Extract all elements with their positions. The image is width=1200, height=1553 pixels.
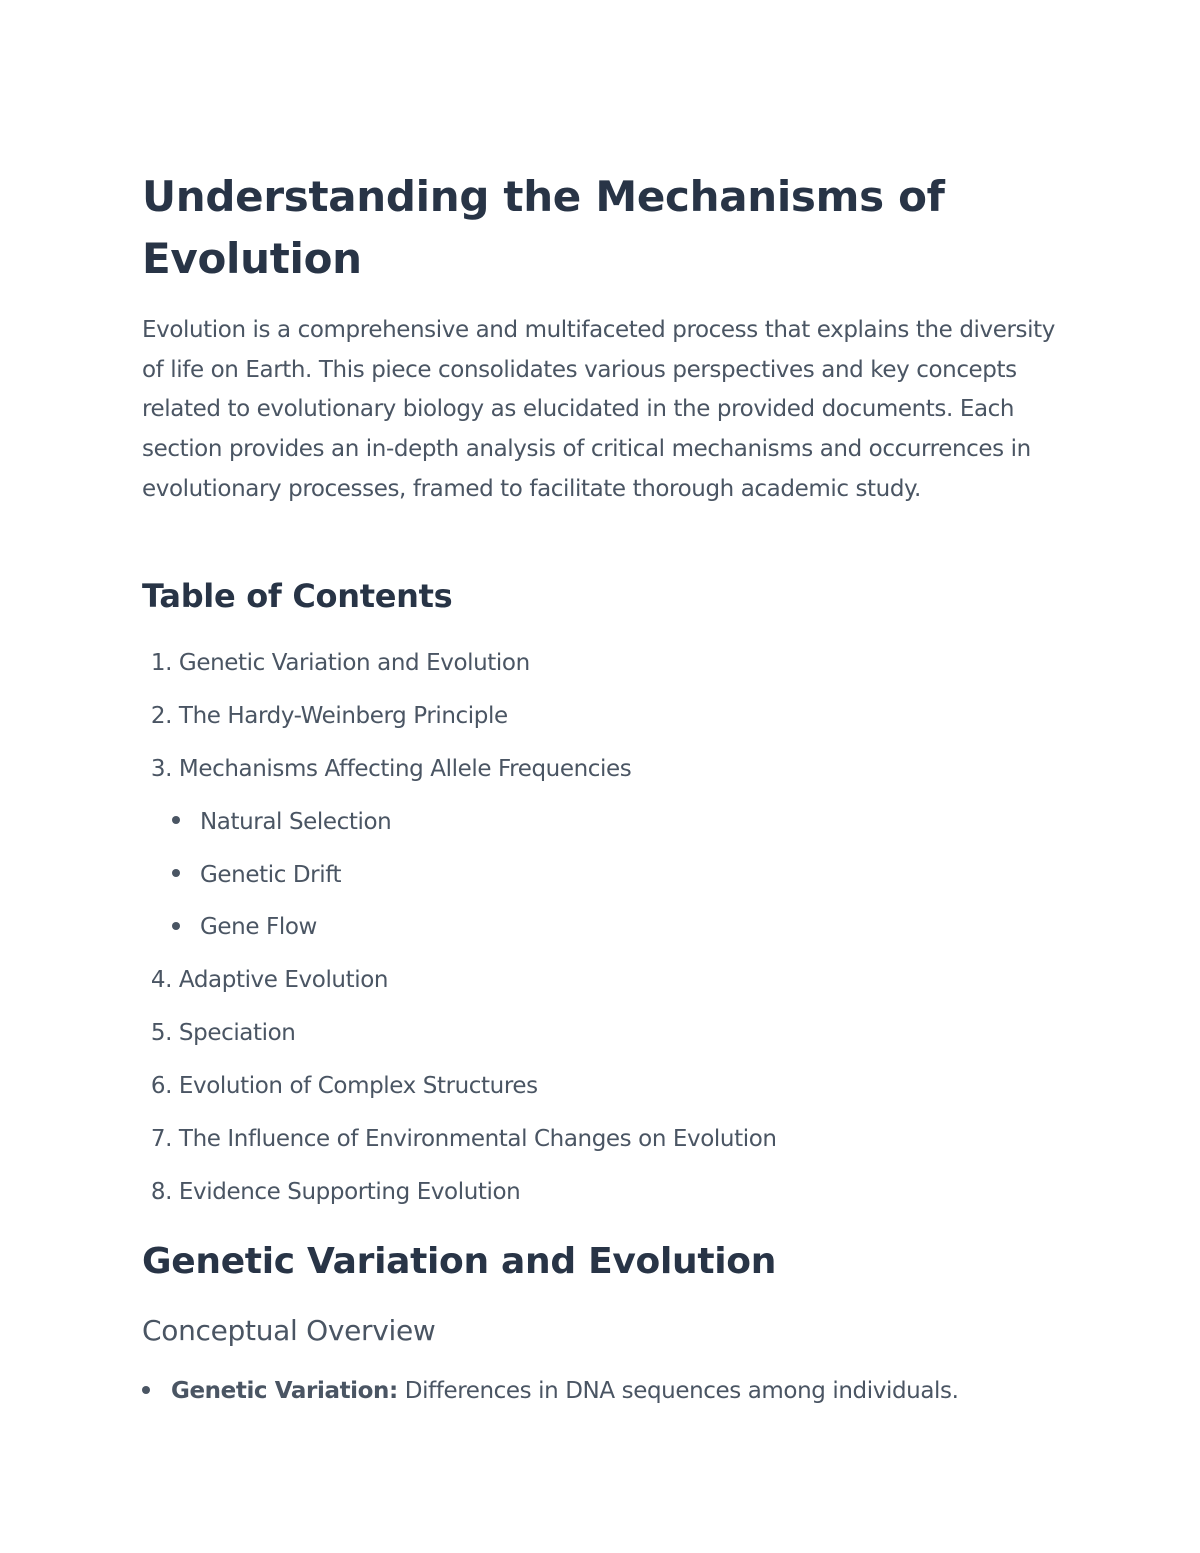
toc-item[interactable] xyxy=(142,1068,1042,1121)
toc-item-label: Mechanisms Affecting Allele Frequencies xyxy=(178,755,632,782)
toc-item-number: 2. xyxy=(150,702,172,729)
toc-item-number: 6. xyxy=(150,1073,172,1100)
toc-subitem-label: Natural Selection xyxy=(200,808,392,835)
toc-item[interactable] xyxy=(142,1015,1042,1068)
bullet-icon xyxy=(142,1386,150,1394)
list-item xyxy=(142,1373,1062,1409)
toc-item-number: 8. xyxy=(150,1178,172,1205)
toc-item[interactable] xyxy=(142,751,1042,804)
toc-item-number: 7. xyxy=(150,1126,172,1153)
toc-heading: Table of Contents xyxy=(142,577,453,615)
toc-item[interactable] xyxy=(142,698,1042,751)
toc-item[interactable] xyxy=(142,1121,1042,1174)
toc-item-label: Evidence Supporting Evolution xyxy=(178,1178,521,1205)
toc-item-number: 5. xyxy=(150,1020,172,1047)
concept-term: Genetic Variation: xyxy=(171,1378,398,1404)
toc-subitem-label: Gene Flow xyxy=(200,914,317,941)
toc-item-label: The Hardy-Weinberg Principle xyxy=(178,702,508,729)
table-of-contents xyxy=(142,645,1042,1227)
document-title: Understanding the Mechanisms of Evolution xyxy=(142,172,945,283)
bullet-icon xyxy=(172,869,180,877)
toc-item-number: 1. xyxy=(150,650,172,676)
toc-item-label: Evolution of Complex Structures xyxy=(178,1073,538,1100)
concept-definition: Differences in DNA sequences among individuals. xyxy=(397,1378,959,1404)
toc-subitem-label: Genetic Drift xyxy=(200,861,342,888)
toc-subitem[interactable] xyxy=(142,857,1042,910)
toc-item-label: The Influence of Environmental Changes on Evolution xyxy=(178,1126,777,1153)
concept-list xyxy=(142,1373,1062,1409)
toc-item[interactable] xyxy=(142,645,1042,698)
toc-item-number: 3. xyxy=(150,755,172,782)
toc-subitem[interactable] xyxy=(142,909,1042,962)
toc-item-label: Genetic Variation and Evolution xyxy=(178,650,530,676)
bullet-icon xyxy=(172,922,180,930)
toc-item-number: 4. xyxy=(150,967,172,994)
toc-item[interactable] xyxy=(142,1174,1042,1227)
toc-item-label: Speciation xyxy=(178,1020,296,1047)
toc-item[interactable] xyxy=(142,962,1042,1015)
toc-item-label: Adaptive Evolution xyxy=(178,967,389,994)
intro-paragraph: Evolution is a comprehensive and multifaceted process that explains the diversity of life on Earth. This piece consolidates various perspectives and key concepts related to evolutionary biology as elucidated in the provided documents. Each section provides an in-depth analysis of critical mechanisms and occurrences in evolutionary processes, framed to facilitate thorough academic study. xyxy=(142,317,1055,502)
toc-subitem[interactable] xyxy=(142,804,1042,857)
bullet-icon xyxy=(172,816,180,824)
section-heading: Genetic Variation and Evolution xyxy=(142,1241,777,1282)
section-subheading: Conceptual Overview xyxy=(142,1314,436,1347)
